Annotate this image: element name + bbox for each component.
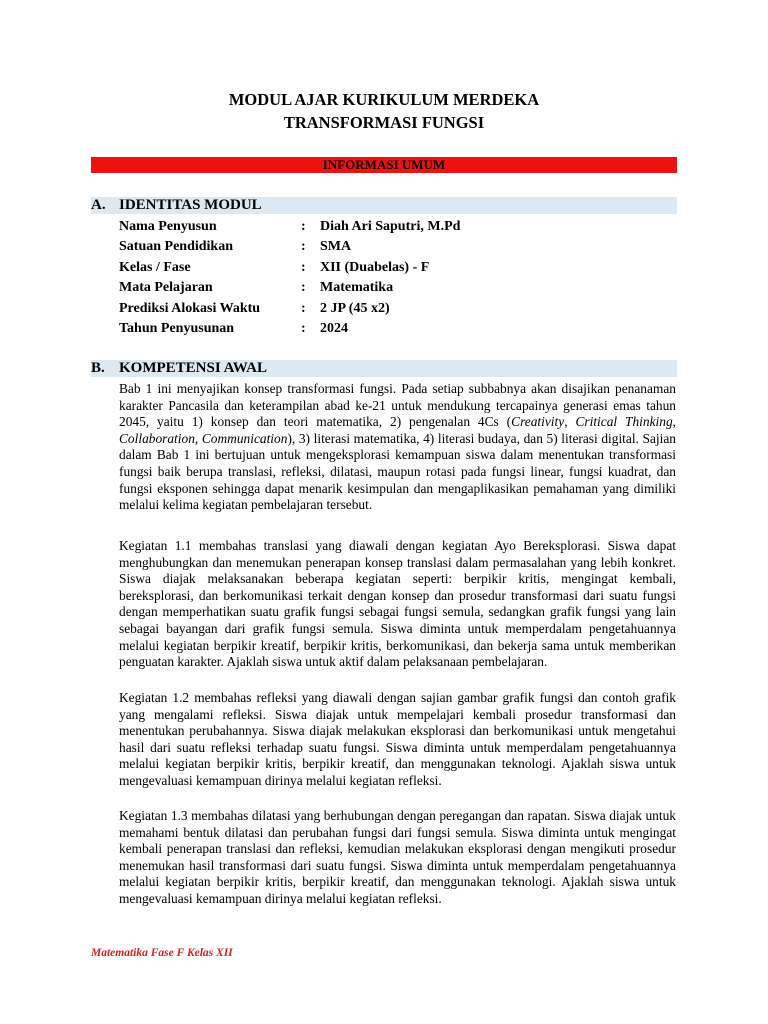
identity-row bbox=[119, 237, 679, 257]
italic-term: Communication bbox=[201, 430, 288, 446]
identity-value: Diah Ari Saputri, M.Pd bbox=[320, 219, 461, 234]
identity-row bbox=[119, 217, 679, 237]
section-b-heading bbox=[91, 360, 677, 377]
section-title: KOMPETENSI AWAL bbox=[119, 360, 267, 376]
identity-colon: : bbox=[301, 280, 306, 295]
identity-value: 2024 bbox=[320, 321, 348, 336]
italic-term: Critical Thinking bbox=[575, 414, 673, 430]
identity-colon: : bbox=[301, 239, 306, 254]
section-a-heading bbox=[91, 197, 677, 214]
identity-row bbox=[119, 319, 679, 339]
module-title: MODUL AJAR KURIKULUM MERDEKA bbox=[228, 90, 540, 109]
identity-key: Kelas / Fase bbox=[119, 260, 191, 275]
italic-term: Collaboration bbox=[119, 430, 195, 446]
text-run: , bbox=[672, 414, 677, 430]
identity-colon: : bbox=[301, 321, 306, 336]
identity-key: Tahun Penyusunan bbox=[119, 321, 235, 336]
info-umum-banner: INFORMASI UMUM bbox=[91, 157, 677, 173]
identity-colon: : bbox=[301, 219, 306, 234]
identity-value: XII (Duabelas) - F bbox=[320, 260, 430, 275]
paragraph-kegiatan-1-2: Kegiatan 1.2 membahas refleksi yang diawali dengan sajian gambar grafik fungsi dan contoh grafik yang mengalami refleksi. Siswa diajak untuk mempelajari kembali prosedur transformasi dan menentukan perubahannya. Siswa diajak melakukan eksplorasi dan berkomunikasi untuk mengetahui hasil dari suatu refleksi terhadap suatu fungsi. Siswa diminta untuk memperdalam pengetahuannya melalui kegiatan berpikir kritis, berpikir kreatif, dan menggunakan teknologi. Ajaklah siswa untuk mengevaluasi kemampuan dirinya melalui kegiatan refleksi. bbox=[119, 690, 676, 788]
page-footer: Matematika Fase F Kelas XII bbox=[91, 947, 233, 959]
identity-key: Prediksi Alokasi Waktu bbox=[119, 301, 261, 316]
italic-term: Creativity bbox=[511, 414, 565, 430]
text-run: Bab 1 ini menyajikan konsep transformasi fungsi. Pada setiap subbabnya akan disajikan penanaman karakter Pancasila dan keterampilan abad ke-21 untuk mendukung tercapainya generasi emas tahun 2045, yaitu 1) konsep dan teori matematika, 2) pengenalan 4Cs ( bbox=[119, 381, 676, 430]
section-letter: B. bbox=[91, 360, 105, 376]
paragraph-intro bbox=[119, 381, 676, 514]
paragraph-kegiatan-1-3: Kegiatan 1.3 membahas dilatasi yang berhubungan dengan peregangan dan rapatan. Siswa diajak untuk memahami bentuk dilatasi dan perubahan fungsi dari fungsi semula. Siswa diminta untuk mengingat kembali penerapan translasi dan refleksi, kemudian melakukan eksplorasi dengan mengikuti prosedur menemukan hasil transformasi dari suatu fungsi. Siswa diminta untuk memperdalam pengetahuannya melalui kegiatan berpikir kritis, berpikir kreatif, dan menggunakan teknologi. Ajaklah siswa untuk mengevaluasi kemampuan dirinya melalui kegiatan refleksi. bbox=[119, 808, 676, 906]
paragraph-kegiatan-1-1: Kegiatan 1.1 membahas translasi yang diawali dengan kegiatan Ayo Bereksplorasi. Siswa dapat menghubungkan dan menemukan penerapan konsep translasi dalam permasalahan yang lebih konkret. Siswa diajak melaksanakan beberapa kegiatan seperti: berpikir kritis, mengingat kembali, bereksplorasi, dan berkomunikasi terkait dengan konsep dan prosedur transformasi dari suatu fungsi dengan memperhatikan suatu grafik fungsi sebagai fungsi semula, sedangkan grafik fungsi yang lain sebagai bayangan dari grafik fungsi semula. Siswa diminta untuk memperdalam pengetahuannya melalui kegiatan berpikir kreatif, berpikir kritis, berkomunikasi, dan bekerja sama untuk memberikan penguatan karakter. Ajaklah siswa untuk aktif dalam pelaksanaan pembelajaran. bbox=[119, 538, 676, 670]
identity-row bbox=[119, 278, 679, 298]
identity-colon: : bbox=[301, 301, 306, 316]
identity-row bbox=[119, 299, 679, 319]
section-letter: A. bbox=[91, 197, 106, 213]
identity-key: Nama Penyusun bbox=[119, 219, 217, 234]
identity-key: Satuan Pendidikan bbox=[119, 239, 233, 254]
module-subtitle: TRANSFORMASI FUNGSI bbox=[283, 113, 485, 132]
text-run: , bbox=[564, 414, 576, 430]
identity-value: Matematika bbox=[320, 280, 394, 295]
identity-key: Mata Pelajaran bbox=[119, 280, 213, 295]
identity-row bbox=[119, 258, 679, 278]
text-run: , bbox=[194, 430, 202, 446]
identity-colon: : bbox=[301, 260, 306, 275]
identity-value: 2 JP (45 x2) bbox=[320, 301, 390, 316]
identity-value: SMA bbox=[320, 239, 352, 254]
section-title: IDENTITAS MODUL bbox=[119, 197, 262, 213]
text-run: ), 3) literasi matematika, 4) literasi budaya, dan 5) literasi digital. Sajian dalam Bab 1 ini bertujuan untuk mengeksplorasi kemampuan siswa dalam menentukan transformasi fungsi baik berupa translasi, refleksi, dilatasi, maupun rotasi pada fungsi linear, fungsi kuadrat, dan fungsi eksponen sehingga dapat menarik kesimpulan dan mengaplikasikan pemahaman yang dimiliki melalui kelima kegiatan pembelajaran tersebut. bbox=[119, 430, 676, 513]
